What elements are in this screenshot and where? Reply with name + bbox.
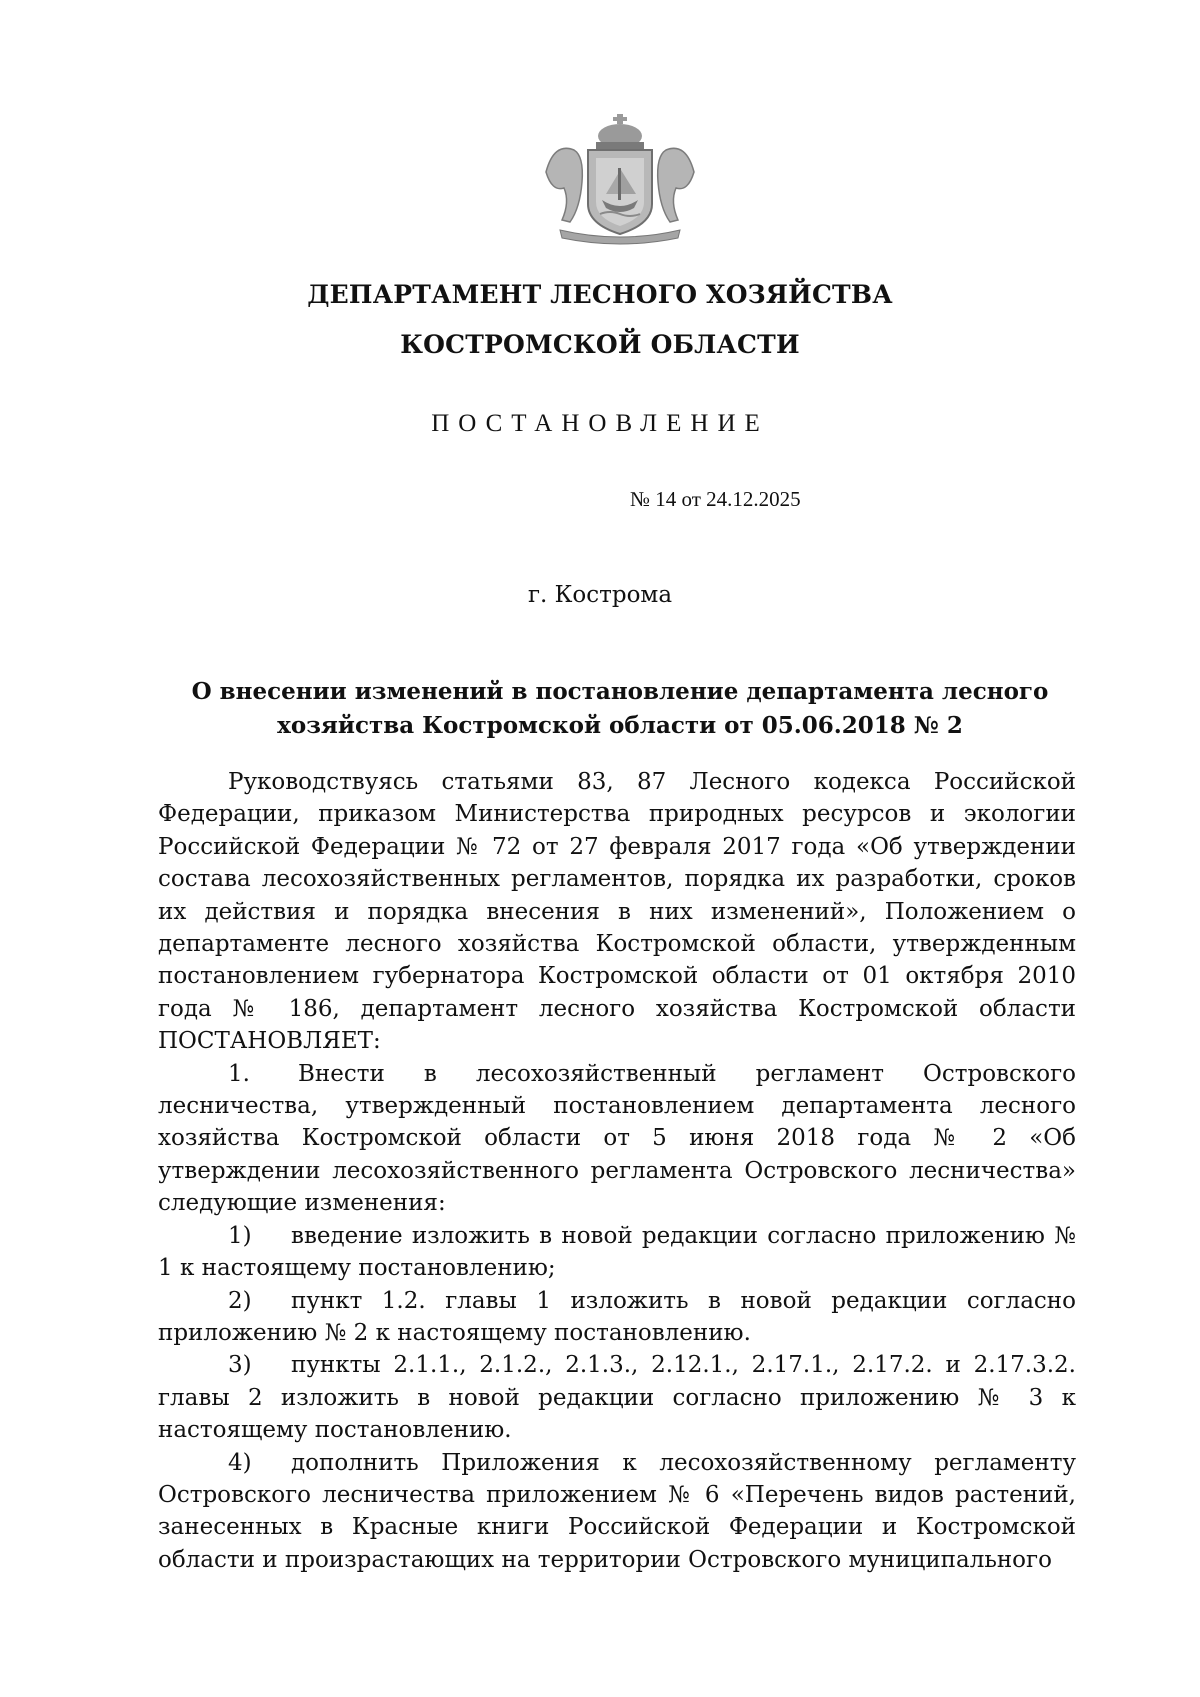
item-text: дополнить Приложения к лесохозяйственному регламенту Островского лесничества приложением № 6 «Перечень видов растений, занесенных в Красные книги Российской Федерации и Костромской области и произрастающих на территории Островского муниципального xyxy=(158,1449,1076,1573)
item-number: 1. xyxy=(228,1060,250,1087)
document-number-date: № 14 от 24.12.2025 xyxy=(630,487,801,511)
list-item xyxy=(158,1349,1076,1446)
decree-word: ПОСТАНОВЛЯЕТ: xyxy=(158,1028,381,1055)
document-subject: О внесении изменений в постановление департамента лесного хозяйства Костромской области от 05.06.2018 № 2 xyxy=(191,678,1049,739)
list-item xyxy=(158,1447,1076,1577)
item-number: 1) xyxy=(228,1222,252,1249)
list-item xyxy=(158,1220,1076,1285)
item-text: введение изложить в новой редакции согласно приложению № 1 к настоящему постановлению; xyxy=(158,1222,1076,1282)
list-item xyxy=(158,1058,1076,1220)
list-item xyxy=(158,1285,1076,1350)
item-text: Внести в лесохозяйственный регламент Островского лесничества, утвержденный постановлением департамента лесного хозяйства Костромской области от 5 июня 2018 года № 2 «Об утверждении лесохозяйственного регламента Островского лесничества» следующие изменения: xyxy=(158,1060,1076,1217)
preamble-text: Руководствуясь статьями 83, 87 Лесного кодекса Российской Федерации, приказом Министерства природных ресурсов и экологии Российской Федерации № 72 от 27 февраля 2017 года «Об утверждении состава лесохозяйственных регламентов, порядка их разработки, сроков их действия и порядка внесения в них изменений», Положением о департаменте лесного хозяйства Костромской области, утвержденным постановлением губернатора Костромской области от 01 октября 2010 года № 186, департамент лесного хозяйства Костромской области xyxy=(158,769,1076,1022)
document-city: г. Кострома xyxy=(527,582,673,608)
item-number: 4) xyxy=(228,1449,252,1476)
item-text: пункты 2.1.1., 2.1.2., 2.1.3., 2.12.1., 2.17.1., 2.17.2. и 2.17.3.2. главы 2 изложить в новой редакции согласно приложению № 3 к настоящему постановлению. xyxy=(158,1352,1076,1444)
coat-of-arms-emblem xyxy=(540,112,700,250)
item-text: пункт 1.2. главы 1 изложить в новой редакции согласно приложению № 2 к настоящему постановлению. xyxy=(158,1287,1076,1346)
org-name-line-2: КОСТРОМСКОЙ ОБЛАСТИ xyxy=(400,330,800,359)
preamble-paragraph xyxy=(158,766,1076,1058)
org-name-line-1: ДЕПАРТАМЕНТ ЛЕСНОГО ХОЗЯЙСТВА xyxy=(307,280,893,309)
item-number: 2) xyxy=(228,1287,252,1314)
item-number: 3) xyxy=(228,1352,252,1379)
document-body xyxy=(158,766,1076,1576)
document-type: ПОСТАНОВЛЕНИЕ xyxy=(431,410,769,437)
